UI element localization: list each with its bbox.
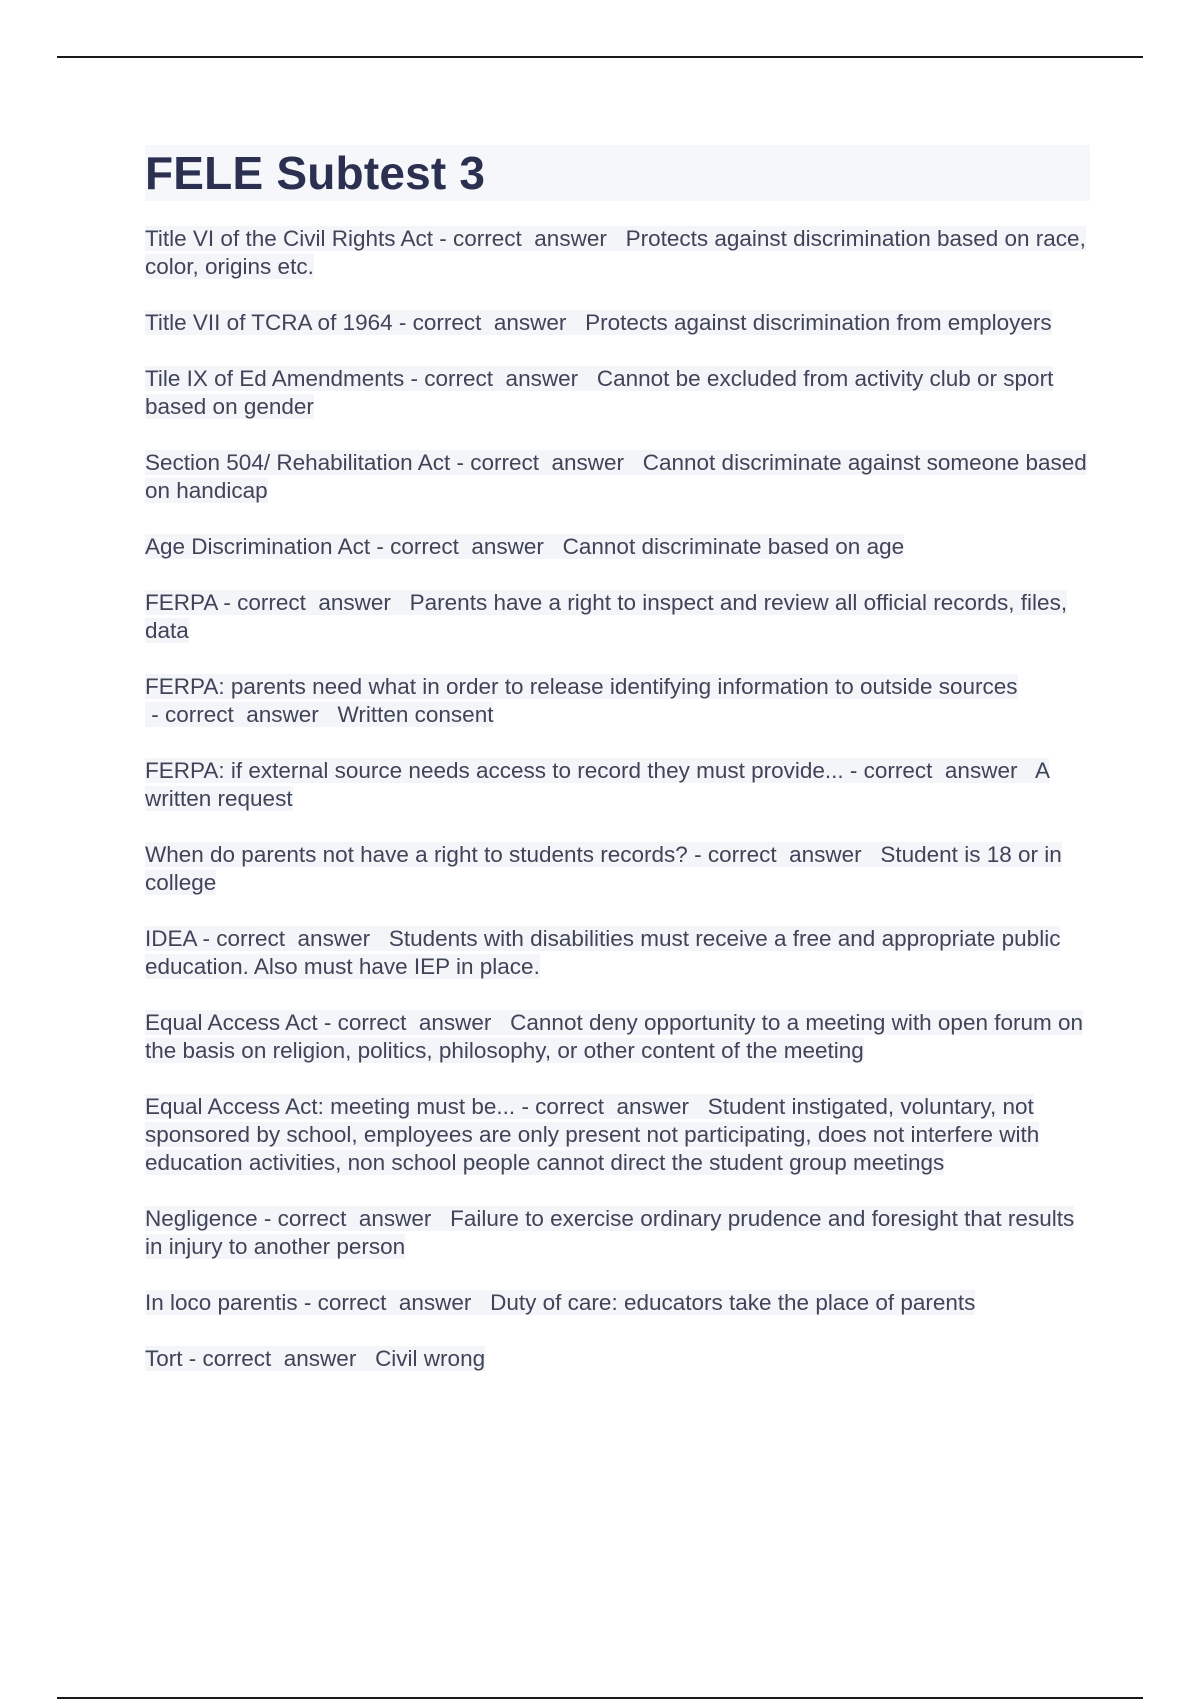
item-term: Equal Access Act — [145, 1010, 318, 1035]
item-term: FERPA: if external source needs access to record they must provide... — [145, 758, 844, 783]
flashcard-item — [145, 309, 1090, 337]
flashcard-item — [145, 365, 1090, 421]
item-definition: Students with disabilities must receive a free and appropriate public education. Also must have IEP in place. — [145, 926, 1061, 979]
top-rule — [57, 56, 1143, 58]
item-term: Age Discrimination Act — [145, 534, 371, 559]
item-separator: - correct answer — [196, 926, 389, 951]
item-separator: - correct answer — [404, 366, 597, 391]
flashcard-item — [145, 1289, 1090, 1317]
flashcard-item — [145, 673, 1090, 729]
item-separator: - correct answer — [182, 1346, 376, 1371]
flashcard-item — [145, 533, 1090, 561]
item-separator: - correct answer — [217, 590, 410, 615]
item-term: FERPA: parents need what in order to release identifying information to outside sources — [145, 674, 1018, 699]
item-definition: Civil wrong — [375, 1346, 486, 1371]
item-term: Equal Access Act: meeting must be... — [145, 1094, 516, 1119]
item-definition: Parents have a right to inspect and review all official records, files, data — [145, 590, 1068, 643]
item-term: Title VII of TCRA of 1964 — [145, 310, 393, 335]
item-term: Tort — [145, 1346, 183, 1371]
flashcard-item — [145, 589, 1090, 645]
item-definition: Cannot deny opportunity to a meeting with open forum on the basis on religion, politics, philosophy, or other content of the meeting — [145, 1010, 1084, 1063]
document-body — [145, 145, 1090, 1401]
item-definition: A written request — [145, 758, 1049, 811]
item-definition: Written consent — [337, 702, 494, 727]
flashcard-item — [145, 925, 1090, 981]
item-separator: - correct answer — [392, 310, 586, 335]
flashcard-item — [145, 1009, 1090, 1065]
title-block — [145, 145, 1090, 201]
item-separator: - correct answer — [370, 534, 563, 559]
item-definition: Student instigated, voluntary, not sponsored by school, employees are only present not participating, does not interfere with education activities, non school people cannot direct the student group meetings — [145, 1094, 1040, 1175]
item-separator: - correct answer — [297, 1290, 491, 1315]
item-definition: Duty of care: educators take the place of parents — [490, 1290, 976, 1315]
item-term: Negligence — [145, 1206, 258, 1231]
item-definition: Cannot be excluded from activity club or sport based on gender — [145, 366, 1054, 419]
item-separator: - correct answer — [843, 758, 1035, 783]
flashcard-item — [145, 449, 1090, 505]
item-term: Section 504/ Rehabilitation Act — [145, 450, 451, 475]
item-definition: Protects against discrimination based on race, color, origins etc. — [145, 226, 1086, 279]
item-separator: - correct answer — [687, 842, 881, 867]
item-term: When do parents not have a right to students records? — [145, 842, 688, 867]
item-separator: - correct answer — [450, 450, 643, 475]
item-term: In loco parentis — [145, 1290, 298, 1315]
item-definition: Cannot discriminate against someone based on handicap — [145, 450, 1087, 503]
flashcard-item — [145, 757, 1090, 813]
item-separator: - correct answer — [433, 226, 626, 251]
item-term: Title VI of the Civil Rights Act — [145, 226, 434, 251]
flashcard-list — [145, 225, 1090, 1373]
flashcard-item — [145, 1205, 1090, 1261]
item-term: Tile IX of Ed Amendments — [145, 366, 405, 391]
item-separator: - correct answer — [515, 1094, 708, 1119]
flashcard-item — [145, 841, 1090, 897]
item-definition: Student is 18 or in college — [145, 842, 1062, 895]
flashcard-item — [145, 1345, 1090, 1373]
flashcard-item — [145, 1093, 1090, 1177]
item-definition: Cannot discriminate based on age — [562, 534, 905, 559]
item-definition: Protects against discrimination from employers — [585, 310, 1052, 335]
item-separator: - correct answer — [145, 702, 338, 727]
flashcard-item — [145, 225, 1090, 281]
document-title: FELE Subtest 3 — [145, 147, 486, 199]
item-term: IDEA — [145, 926, 197, 951]
item-definition: Failure to exercise ordinary prudence and foresight that results in injury to another person — [145, 1206, 1075, 1259]
item-term: FERPA — [145, 590, 218, 615]
bottom-rule — [57, 1697, 1143, 1699]
item-separator: - correct answer — [257, 1206, 451, 1231]
item-separator: - correct answer — [317, 1010, 511, 1035]
